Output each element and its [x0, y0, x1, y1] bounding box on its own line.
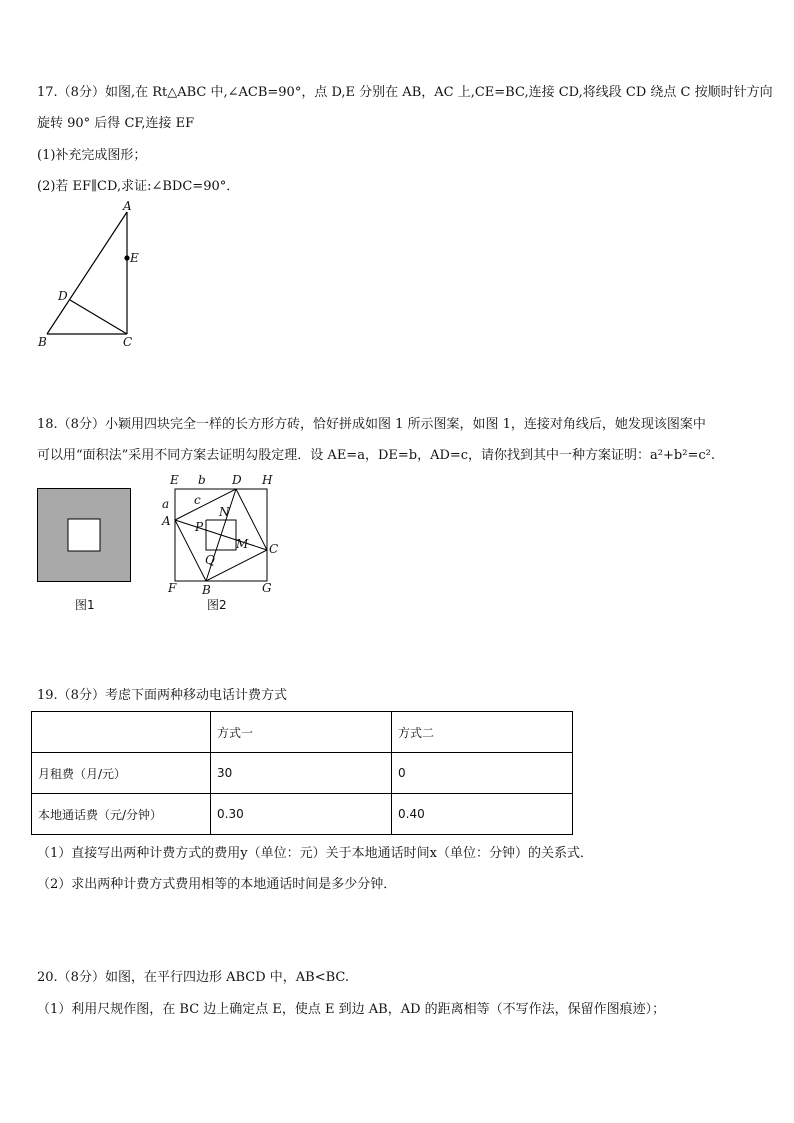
q20-title: 20.（8分）如图，在平行四边形 ABCD 中，AB<BC. [37, 970, 350, 985]
table-header-cell: 方式二 [392, 712, 573, 753]
q19-fee-table [31, 711, 573, 835]
q17-part2: (2)若 EF∥CD,求证:∠BDC=90°． [37, 179, 240, 194]
q17-stem-line2: 旋转 90° 后得 CF,连接 EF [37, 116, 195, 131]
label-e: E [130, 251, 139, 265]
label-g: G [262, 581, 272, 595]
label-n: N [219, 505, 230, 519]
label-c: C [269, 542, 279, 556]
label-a: A [123, 199, 132, 213]
table-cell: 0.40 [392, 794, 573, 835]
q18-figure1 [37, 488, 133, 584]
label-c-side: c [194, 493, 201, 507]
label-c: C [123, 335, 133, 349]
table-cell: 0 [392, 753, 573, 794]
q18-stem-line2: 可以用“面积法”采用不同方案去证明勾股定理．设 AE=a，DE=b，AD=c，请你找到其中一种方案证明：a²+b²=c². [37, 448, 715, 463]
table-cell: 月租费（月/元） [32, 753, 211, 794]
label-d: D [232, 473, 242, 487]
label-q: Q [205, 553, 215, 567]
table-cell: 本地通话费（元/分钟） [32, 794, 211, 835]
q18-fig2-caption: 图2 [207, 598, 227, 612]
label-b: B [202, 583, 211, 596]
label-a: A [162, 514, 171, 528]
q17-stem-line1: 17.（8分）如图,在 Rt△ABC 中,∠ACB=90°，点 D,E 分别在 AB，AC 上,CE=BC,连接 CD,将线段 CD 绕点 C 按顺时针方向 [37, 85, 773, 100]
label-h: H [262, 473, 273, 487]
q18-fig1-caption: 图1 [75, 598, 95, 612]
table-row [32, 753, 573, 794]
table-header-row [32, 712, 573, 753]
table-cell: 30 [211, 753, 392, 794]
label-b-side: b [198, 473, 206, 487]
label-p: P [195, 520, 204, 534]
q19-part1: （1）直接写出两种计费方式的费用y（单位：元）关于本地通话时间x（单位：分钟）的关系式． [37, 846, 593, 861]
q17-triangle-figure [30, 198, 150, 350]
q18-figure2 [158, 470, 288, 596]
segment-cd [70, 300, 127, 334]
table-header-cell [32, 712, 211, 753]
q18-stem-line1: 18.（8分）小颖用四块完全一样的长方形方砖，恰好拼成如图 1 所示图案，如图 1，连接对角线后，她发现该图案中 [37, 417, 706, 432]
point-e-dot [124, 255, 129, 260]
segment-ab [47, 212, 127, 334]
table-header-cell: 方式一 [211, 712, 392, 753]
q19-title: 19.（8分）考虑下面两种移动电话计费方式 [37, 688, 287, 703]
q19-part2: （2）求出两种计费方式费用相等的本地通话时间是多少分钟． [37, 877, 397, 892]
label-b: B [38, 335, 47, 349]
label-m: M [236, 537, 249, 551]
table-cell: 0.30 [211, 794, 392, 835]
label-f: F [168, 581, 177, 595]
label-a-side: a [162, 497, 170, 511]
inner-square [68, 519, 100, 551]
table-row [32, 794, 573, 835]
label-d: D [58, 289, 68, 303]
segment-db [206, 489, 236, 581]
label-e: E [170, 473, 179, 487]
q20-part1: （1）利用尺规作图，在 BC 边上确定点 E，使点 E 到边 AB，AD 的距离相等（不写作法，保留作图痕迹）； [37, 1002, 666, 1017]
q17-part1: (1)补充完成图形； [37, 148, 147, 163]
